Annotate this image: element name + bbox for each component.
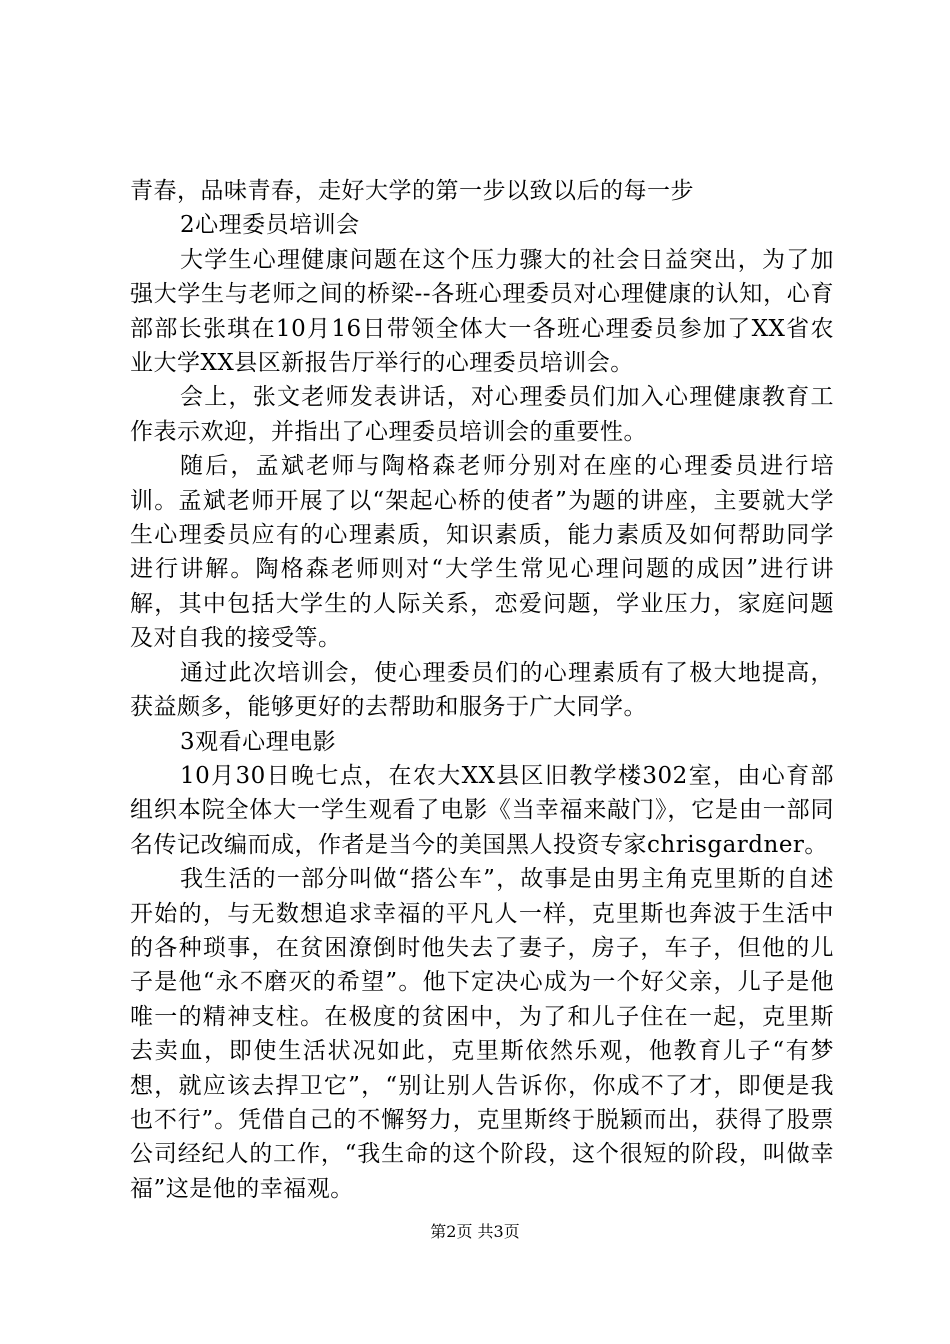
paragraph-meeting-speech: 会上，张文老师发表讲话，对心理委员们加入心理健康教育工作表示欢迎，并指出了心理委员培训会的重要性。: [130, 384, 834, 445]
paragraph-training-lectures: 随后，孟斌老师与陶格森老师分别对在座的心理委员进行培训。孟斌老师开展了以“架起心桥的使者”为题的讲座，主要就大学生心理委员应有的心理素质，知识素质，能力素质及如何帮助同学进行讲解。陶格森老师则对“大学生常见心理问题的成因”进行讲解，其中包括大学生的人际关系，恋爱问题，学业压力，家庭问题及对自我的接受等。: [130, 453, 834, 652]
paragraph-movie-story: 我生活的一部分叫做“搭公车”，故事是由男主角克里斯的自述开始的，与无数想追求幸福的平凡人一样，克里斯也奔波于生活中的各种琐事，在贫困潦倒时他失去了妻子，房子，车子，但他的儿子是他“永不磨灭的希望”。他下定决心成为一个好父亲，儿子是他唯一的精神支柱。在极度的贫困中，为了和儿子住在一起，克里斯去卖血，即使生活状况如此，克里斯依然乐观，他教育儿子“有梦想，就应该去捍卫它”，“别让别人告诉你，你成不了才，即便是我也不行”。凭借自己的不懈努力，克里斯终于脱颖而出，获得了股票公司经纪人的工作，“我生命的这个阶段，这个很短的阶段，叫做幸福”这是他的幸福观。: [130, 866, 834, 1202]
paragraph-training-intro: 大学生心理健康问题在这个压力骤大的社会日益突出，为了加强大学生与老师之间的桥梁--各班心理委员对心理健康的认知，心育部部长张琪在10月16日带领全体大一各班心理委员参加了XX省农业大学XX县区新报告厅举行的心理委员培训会。: [130, 246, 834, 377]
paragraph-training-result: 通过此次培训会，使心理委员们的心理素质有了极大地提高，获益颇多，能够更好的去帮助和服务于广大同学。: [130, 659, 834, 721]
section-heading-training: 2心理委员培训会: [180, 212, 360, 239]
section-heading-movie: 3观看心理电影: [180, 728, 337, 755]
page-number-footer: 第2页 共3页: [430, 1222, 520, 1241]
document-body: [130, 174, 834, 1206]
paragraph-continuation: 青春，品味青春，走好大学的第一步以致以后的每一步: [130, 178, 694, 204]
paragraph-movie-intro: 10月30日晚七点，在农大XX县区旧教学楼302室，由心育部组织本院全体大一学生观看了电影《当幸福来敲门》，它是由一部同名传记改编而成，作者是当今的美国黑人投资专家chrisgardner。: [130, 762, 834, 858]
